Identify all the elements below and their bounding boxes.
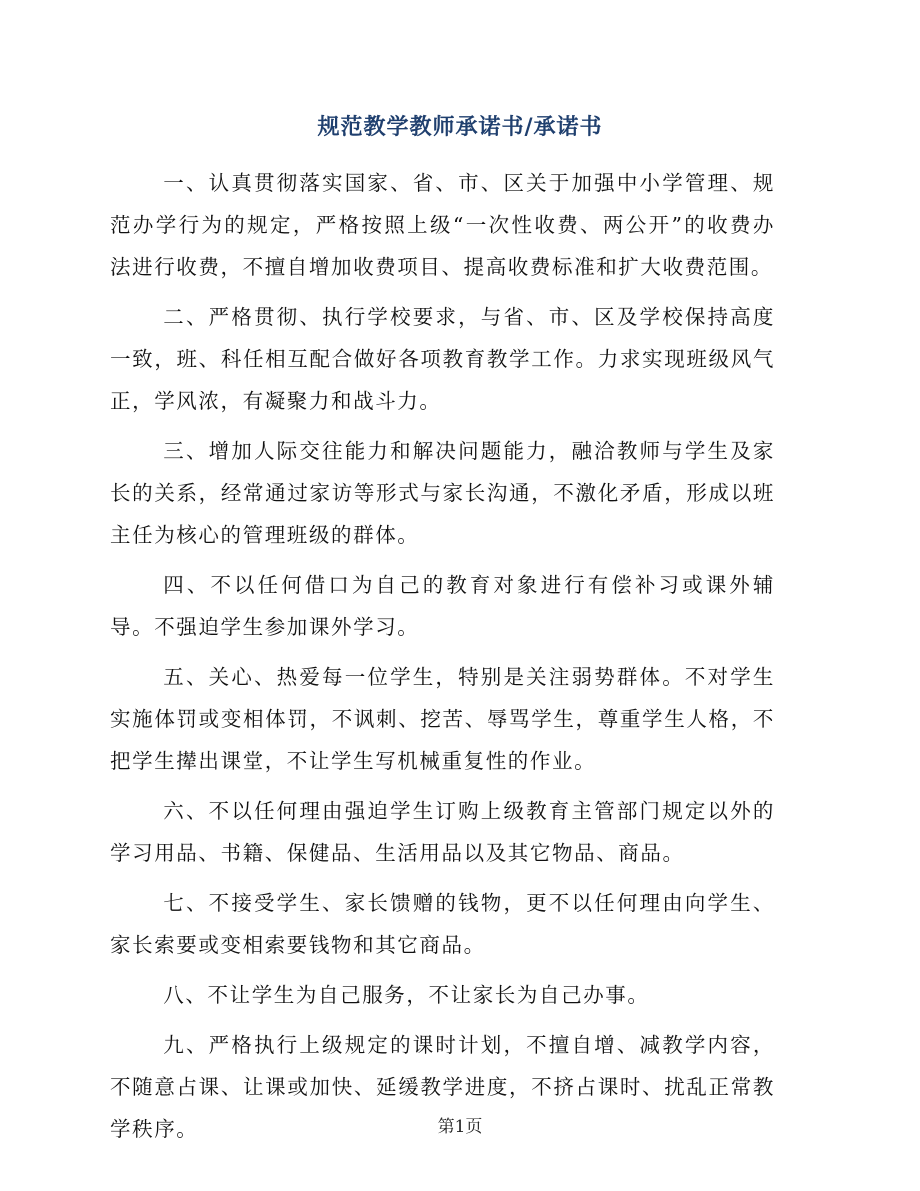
paragraph-9: 九、严格执行上级规定的课时计划，不擅自增、减教学内容，不随意占课、让课或加快、延缓教学进度，不挤占课时、扰乱正常教学秩序。 <box>110 1033 775 1141</box>
paragraph-5: 五、关心、热爱每一位学生，特别是关注弱势群体。不对学生实施体罚或变相体罚，不讽刺、挖苦、辱骂学生，尊重学生人格，不把学生撵出课堂，不让学生写机械重复性的作业。 <box>110 665 775 773</box>
paragraph-8: 八、不让学生为自己服务，不让家长为自己办事。 <box>163 983 650 1007</box>
document-title: 规范教学教师承诺书/承诺书 <box>317 114 603 140</box>
document-body <box>110 162 775 1158</box>
paragraph-3: 三、增加人际交往能力和解决问题能力，融洽教师与学生及家长的关系，经常通过家访等形式与家长沟通，不激化矛盾，形成以班主任为核心的管理班级的群体。 <box>110 439 775 547</box>
paragraph-7: 七、不接受学生、家长馈赠的钱物，更不以任何理由向学生、家长索要或变相索要钱物和其它商品。 <box>110 891 775 957</box>
paragraph-2: 二、严格贯彻、执行学校要求，与省、市、区及学校保持高度一致，班、科任相互配合做好各项教育教学工作。力求实现班级风气正，学风浓，有凝聚力和战斗力。 <box>110 305 775 413</box>
paragraph-4: 四、不以任何借口为自己的教育对象进行有偿补习或课外辅导。不强迫学生参加课外学习。 <box>110 573 775 639</box>
paragraph-6: 六、不以任何理由强迫学生订购上级教育主管部门规定以外的学习用品、书籍、保健品、生活用品以及其它物品、商品。 <box>110 799 775 865</box>
paragraph-1: 一、认真贯彻落实国家、省、市、区关于加强中小学管理、规范办学行为的规定，严格按照上级“一次性收费、两公开”的收费办法进行收费，不擅自增加收费项目、提高收费标准和扩大收费范围。 <box>110 171 775 279</box>
page-number: 第1页 <box>437 1117 483 1137</box>
